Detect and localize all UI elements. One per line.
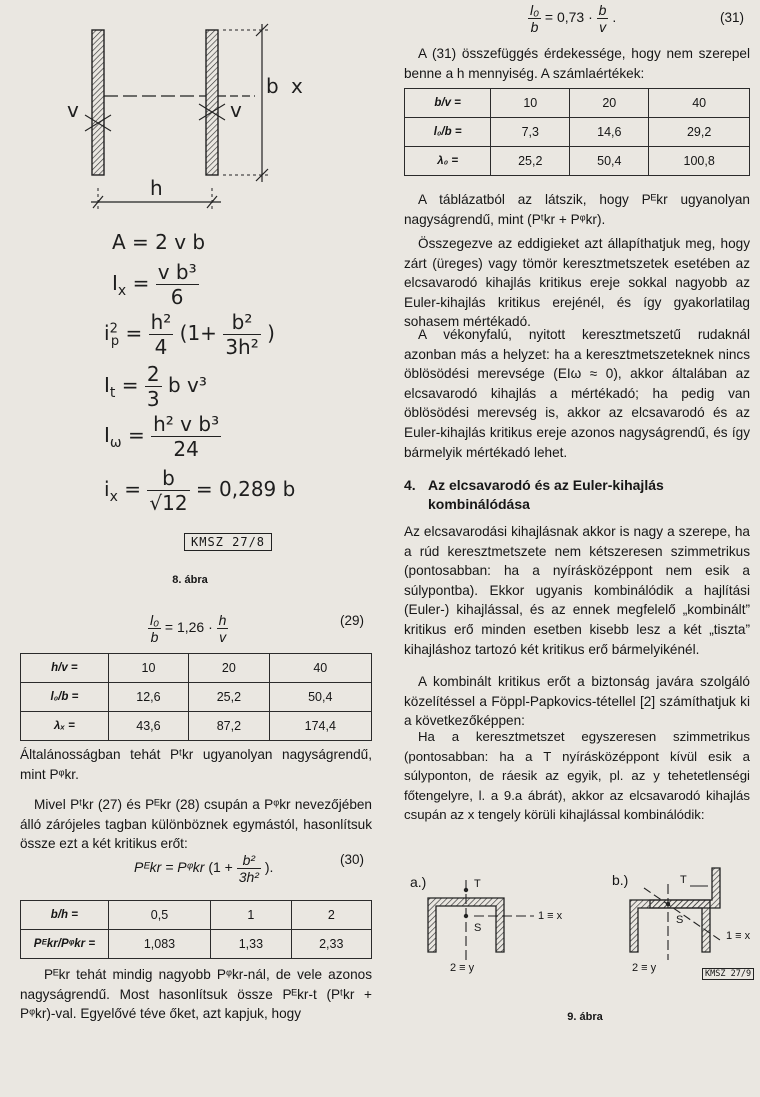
equation-30: Pᴱkr = Pᵠkr (1 + $\frac{\text{b²}}{\text{3h²}}$ ). bbox=[134, 852, 274, 885]
label-v-left: v bbox=[67, 98, 79, 122]
equation-31-number: (31) bbox=[720, 10, 745, 25]
table-cell: 1,083 bbox=[108, 930, 210, 959]
table-row bbox=[405, 147, 750, 176]
figure-9-caption: 9. ábra bbox=[567, 1011, 603, 1023]
table-row bbox=[21, 930, 372, 959]
formula-iw: $I_\omega$ = $\frac{\text{h² v b³}}{24}$ bbox=[104, 412, 220, 461]
table-row-header: λ₀ = bbox=[405, 147, 491, 176]
table-row-header: b/h = bbox=[21, 901, 109, 930]
table-cell: 7,3 bbox=[491, 118, 570, 147]
figure-9b-S: S bbox=[676, 914, 684, 926]
table-row-header: λₓ = bbox=[21, 712, 109, 741]
table-cell: 174,4 bbox=[269, 712, 371, 741]
table-cell: 25,2 bbox=[189, 683, 269, 712]
table-cell: 50,4 bbox=[269, 683, 371, 712]
table-row-header: h/v = bbox=[21, 654, 109, 683]
stamp-kmsz-27-8: KMSZ 27/8 bbox=[184, 533, 272, 551]
section-4-heading: 4. Az elcsavarodó és az Euler-kihajlás kombinálódása bbox=[404, 477, 664, 512]
left-paragraph-2: Mivel Pᵗkr (27) és Pᴱkr (28) csupán a Pᵠkr nevezőjében álló zárójeles tagban különböznek egymástól, hasonlítsuk össze ezt a két kritikus erőt: bbox=[20, 797, 372, 852]
formula-ix-inertia: $I_x$ = $\frac{\text{v b³}}{6}$ bbox=[112, 260, 197, 309]
table-cell: 20 bbox=[189, 654, 269, 683]
label-x: x bbox=[291, 74, 303, 98]
table-row bbox=[21, 654, 372, 683]
table-cell: 40 bbox=[649, 89, 750, 118]
figure-9b-y-axis: 2 ≡ y bbox=[632, 962, 657, 974]
figure-9a-label: a.) bbox=[410, 874, 427, 890]
table-row-header: l₀/b = bbox=[21, 683, 109, 712]
label-b: b bbox=[266, 74, 279, 98]
table-row-header: b/v = bbox=[405, 89, 491, 118]
right-paragraph-1: A (31) összefüggés érdekessége, hogy nem szerepel benne a h mennyiség. A számlaértékek: bbox=[404, 46, 750, 81]
figure-9b-x-axis: 1 ≡ x bbox=[726, 930, 751, 942]
table-31 bbox=[404, 88, 750, 176]
table-row bbox=[405, 89, 750, 118]
figure-9a-S: S bbox=[474, 922, 482, 934]
right-paragraph-6: A kombinált kritikus erőt a biztonság javára szolgáló közelítéssel a Föppl-Papkovics-tétellel [2] számíthatjuk ki a következőképpen: bbox=[404, 674, 750, 729]
formula-ip: $i^2_p$ = $\frac{\text{h²}}{4}$ (1+ $\frac{\text{b²}}{\text{3h²}}$ ) bbox=[104, 310, 275, 359]
table-cell: 100,8 bbox=[649, 147, 750, 176]
right-flange bbox=[206, 30, 218, 175]
left-paragraph-3: Pᴱkr tehát mindig nagyobb Pᵠkr-nál, de vele azonos nagyságrendű. Most hasonlítsuk össze Pᴱkr-t (Pᵗkr + Pᵠkr)-val. Egyelővé téve őket, azt kapjuk, hogy bbox=[20, 967, 372, 1022]
right-paragraph-3: Összegezve az eddigieket azt állapíthatjuk meg, hogy zárt (üreges) vagy tömör keresztmetszetek esetében az elcsavarodó kihajlás kritikus ereje sokkal nagyobb az Euler-kihajlás kritikus erejénél, és így gyakorlatilag sohasem mértékadó. bbox=[404, 236, 750, 330]
table-cell: 10 bbox=[491, 89, 570, 118]
figure-8-caption: 8. ábra bbox=[172, 574, 208, 586]
label-v-right: v bbox=[230, 98, 242, 122]
table-cell: 1,33 bbox=[211, 930, 291, 959]
stamp-kmsz-27-9: KMSZ 27/9 bbox=[702, 968, 754, 980]
formula-it: $I_t$ = $\frac{2}{3}$ b v³ bbox=[104, 362, 207, 411]
table-row bbox=[405, 118, 750, 147]
equation-29: $\frac{\text{l₀}}{b}$ = 1,26 · $\frac{h}{v}$ bbox=[150, 612, 227, 645]
table-cell: 14,6 bbox=[570, 118, 649, 147]
label-h: h bbox=[150, 176, 163, 200]
table-cell: 2 bbox=[291, 901, 371, 930]
table-cell: 43,6 bbox=[108, 712, 188, 741]
left-paragraph-1: Általánosságban tehát Pᵗkr ugyanolyan nagyságrendű, mint Pᵠkr. bbox=[20, 747, 372, 782]
formula-area: A = 2 v b bbox=[112, 230, 206, 254]
table-cell: 20 bbox=[570, 89, 649, 118]
table-row-header: Pᴱkr/Pᵠkr = bbox=[21, 930, 109, 959]
left-flange bbox=[92, 30, 104, 175]
figure-9b-label: b.) bbox=[612, 872, 629, 888]
table-cell: 0,5 bbox=[108, 901, 210, 930]
right-paragraph-2: A táblázatból az látszik, hogy Pᴱkr ugyanolyan nagyságrendű, mint (Pᵗkr + Pᵠkr). bbox=[404, 192, 750, 227]
equation-30-number: (30) bbox=[340, 852, 365, 867]
table-30 bbox=[20, 900, 372, 959]
table-row-header: l₀/b = bbox=[405, 118, 491, 147]
equation-29-number: (29) bbox=[340, 613, 365, 628]
figure-9a-y-axis: 2 ≡ y bbox=[450, 962, 475, 974]
table-row bbox=[21, 901, 372, 930]
table-cell: 29,2 bbox=[649, 118, 750, 147]
equation-31: $\frac{\text{l₀}}{b}$ = 0,73 · $\frac{b}{v}$ . bbox=[530, 2, 617, 35]
table-cell: 25,2 bbox=[491, 147, 570, 176]
right-paragraph-5: Az elcsavarodási kihajlásnak akkor is nagy a szerepe, ha a rúd keresztmetszete nem kétszeresen szimmetrikus (pontosabban: ha a nyírásközéppont nem esik a súlypontba). Ekkor ugyanis kombinálódik a hajlítási (Euler-) kihajlással, és az ennek megfelelő „kombinált” kritikus erő minden esetben kisebb lesz a két „tiszta” kihajláshoz tartozó két kritikus erő bármelyikénél. bbox=[404, 524, 750, 657]
right-paragraph-7: Ha a keresztmetszet egyszeresen szimmetrikus (pontosabban: ha a T nyírásközéppont kívül esik a súlyponton, de ráesik az egyik, pl. az y tehetetlenségi főtengelyre, l. a 9.a ábrát), akkor az elcsavarodó kihajlás csupán az x tengely körüli kihajlással kombinálódik: bbox=[404, 729, 750, 823]
table-cell: 50,4 bbox=[570, 147, 649, 176]
formula-ix-radius: $i_x$ = $\frac{b}{√12}$ = 0,289 b bbox=[104, 466, 296, 515]
table-row bbox=[21, 683, 372, 712]
table-29 bbox=[20, 653, 372, 741]
table-cell: 2,33 bbox=[291, 930, 371, 959]
table-cell: 87,2 bbox=[189, 712, 269, 741]
figure-9b-T: T bbox=[680, 874, 687, 886]
right-paragraph-4: A vékonyfalú, nyitott keresztmetszetű rudaknál azonban más a helyzet: ha a keresztmetszeteknek nincs öblösödési merevsége (EIω ≈ 0), akkor általában az elcsavarodó kihajlás a mértékadó; ha pedig van öblösödési merevség is, akkor az elcsavarodó és az Euler-kihajlás kritikus ereje azonos nagyságrendű, és így bármelyik mértékadó lehet. bbox=[404, 327, 750, 460]
figure-8-drawing bbox=[55, 20, 320, 220]
figure-9a-x-axis: 1 ≡ x bbox=[538, 910, 563, 922]
figure-9a-T: T bbox=[474, 878, 481, 890]
table-cell: 12,6 bbox=[108, 683, 188, 712]
table-cell: 10 bbox=[108, 654, 188, 683]
table-cell: 1 bbox=[211, 901, 291, 930]
table-cell: 40 bbox=[269, 654, 371, 683]
table-row bbox=[21, 712, 372, 741]
